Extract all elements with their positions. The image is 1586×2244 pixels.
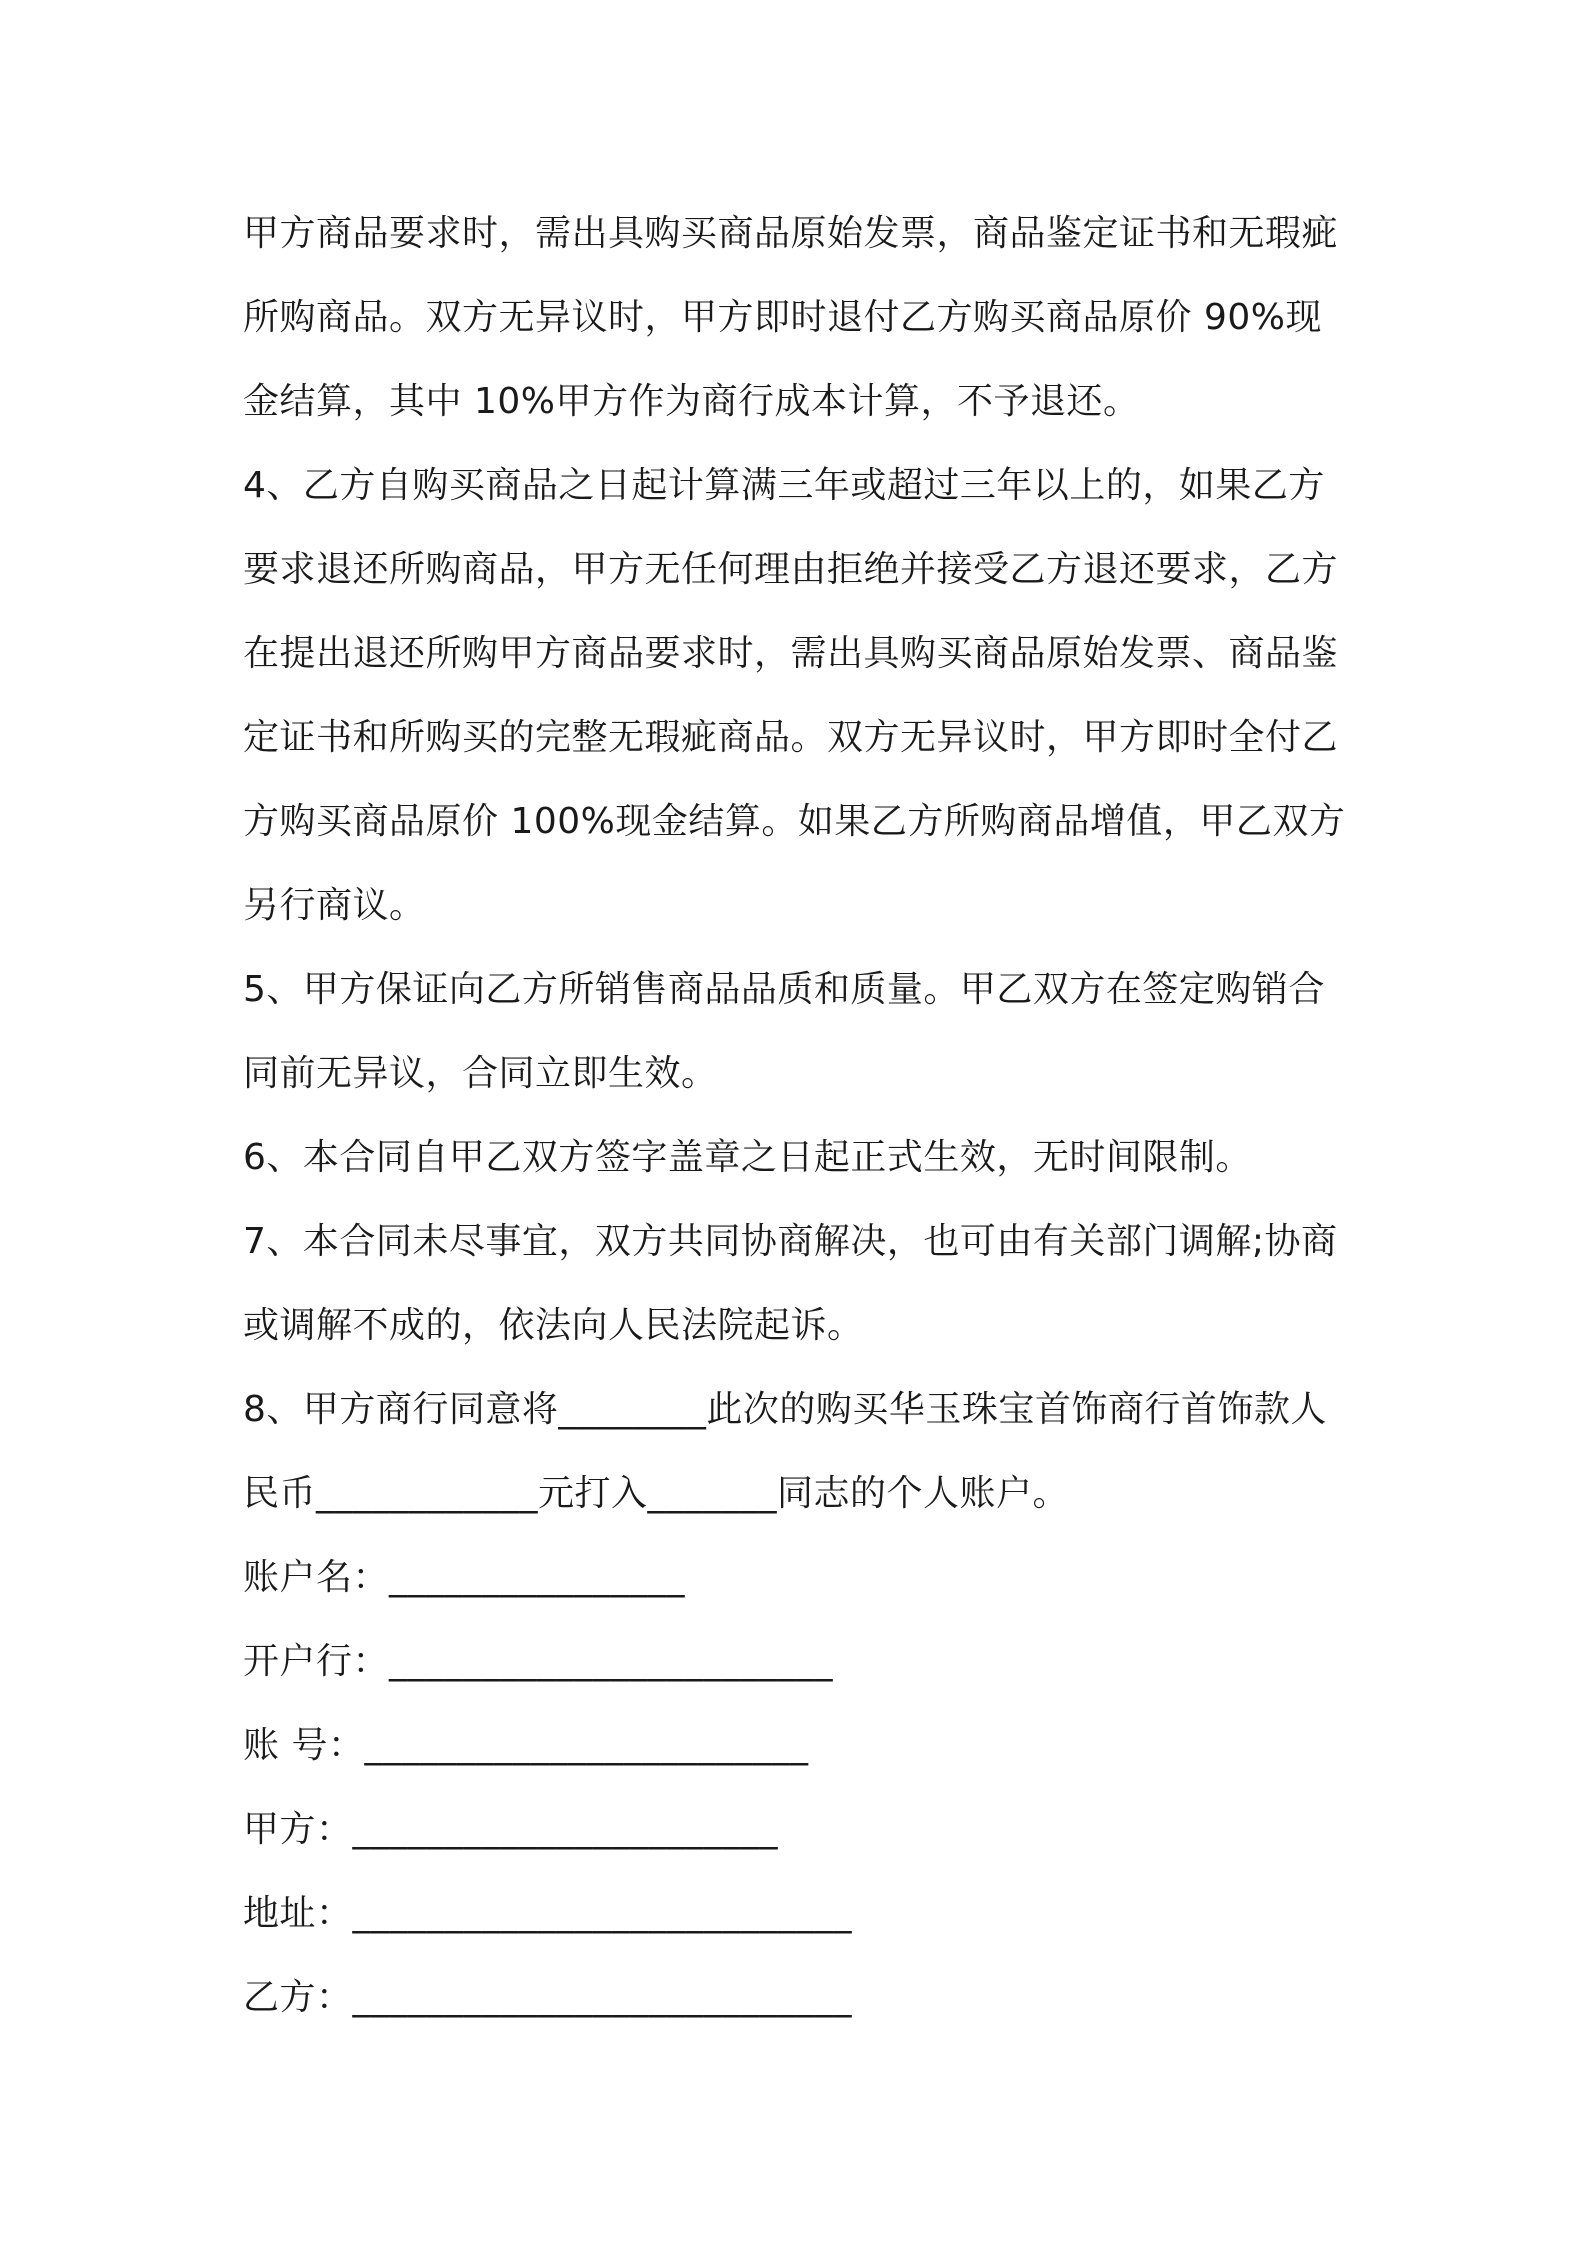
clause-5-line: 5、甲方保证向乙方所销售商品品质和质量。甲乙双方在签定购销合 <box>243 969 1325 1010</box>
account-number-field: 账 号：________________________ <box>243 1725 809 1766</box>
clause-4-line: 在提出退还所购甲方商品要求时，需出具购买商品原始发票、商品鉴 <box>243 633 1339 674</box>
clause-4-line: 方购买商品原价 100%现金结算。如果乙方所购商品增值，甲乙双方 <box>243 801 1346 842</box>
clause-4-line: 定证书和所购买的完整无瑕疵商品。双方无异议时，甲方即时全付乙 <box>243 717 1339 758</box>
clause-7-line: 或调解不成的，依法向人民法院起诉。 <box>243 1305 864 1346</box>
text-line: 金结算，其中 10%甲方作为商行成本计算，不予退还。 <box>243 381 1140 422</box>
address-field: 地址：___________________________ <box>243 1893 853 1934</box>
clause-4-line: 另行商议。 <box>243 885 426 926</box>
clause-6-line: 6、本合同自甲乙双方签字盖章之日起正式生效，无时间限制。 <box>243 1137 1252 1178</box>
clause-8-line: 8、甲方商行同意将________此次的购买华玉珠宝首饰商行首饰款人 <box>243 1389 1327 1430</box>
clause-8-line: 民币____________元打入_______同志的个人账户。 <box>243 1473 1070 1514</box>
text-line: 甲方商品要求时，需出具购买商品原始发票，商品鉴定证书和无瑕疵 <box>243 213 1339 254</box>
party-a-field: 甲方：_______________________ <box>243 1809 779 1850</box>
bank-field: 开户行：________________________ <box>243 1641 834 1682</box>
party-b-field: 乙方：___________________________ <box>243 1977 853 2018</box>
clause-4-line: 要求退还所购商品，甲方无任何理由拒绝并接受乙方退还要求，乙方 <box>243 549 1339 590</box>
clause-5-line: 同前无异议，合同立即生效。 <box>243 1053 718 1094</box>
clause-7-line: 7、本合同未尽事宜，双方共同协商解决，也可由有关部门调解;协商 <box>243 1221 1338 1262</box>
contract-text <box>243 192 1358 2040</box>
clause-4-line: 4、乙方自购买商品之日起计算满三年或超过三年以上的，如果乙方 <box>243 465 1325 506</box>
account-name-field: 账户名：________________ <box>243 1557 686 1598</box>
text-line: 所购商品。双方无异议时，甲方即时退付乙方购买商品原价 90%现 <box>243 297 1322 338</box>
